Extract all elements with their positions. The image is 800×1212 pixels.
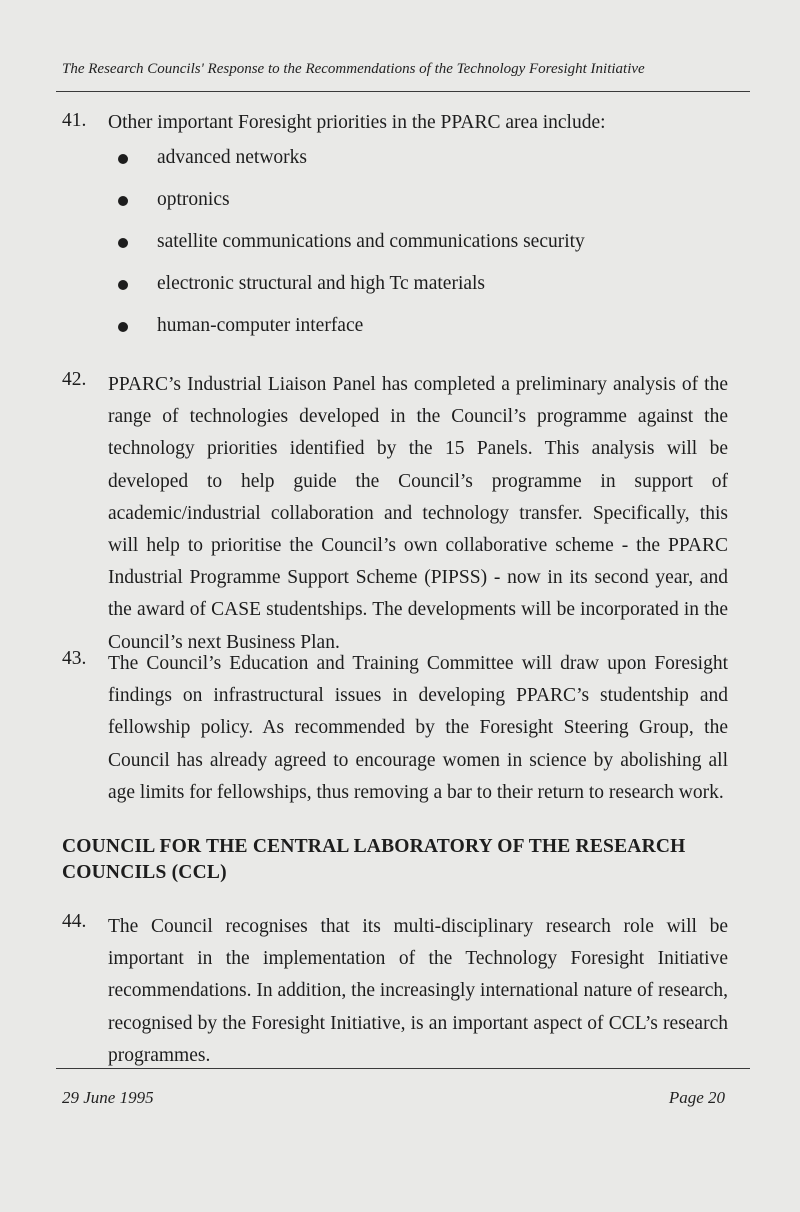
list-item: advanced networks — [108, 142, 728, 184]
list-item: human-computer interface — [108, 310, 728, 352]
list-item: satellite communications and communications security — [108, 226, 728, 268]
footer-rule — [56, 1068, 750, 1069]
paragraph-41 — [62, 110, 728, 352]
paragraph-43 — [62, 648, 728, 809]
bullet-icon — [118, 322, 128, 332]
paragraph-number: 43. — [62, 648, 87, 669]
paragraph-number: 41. — [62, 110, 87, 131]
list-item: electronic structural and high Tc materials — [108, 268, 728, 310]
paragraph-44 — [62, 911, 728, 1072]
paragraph-text: PPARC’s Industrial Liaison Panel has completed a preliminary analysis of the range of technologies developed in the Council’s programme against the technology priorities identified by the 15 Panels. This analysis will be developed to help guide the Council’s programme in support of academic/industrial collaboration and technology transfer. Specifically, this will help to prioritise the Council’s own collaborative scheme - the PPARC Industrial Programme Support Scheme (PIPSS) - now in its second year, and the award of CASE studentships. The developments will be incorporated in the Council’s next Business Plan. — [108, 374, 728, 653]
paragraph-42 — [62, 369, 728, 659]
bullet-icon — [118, 196, 128, 206]
list-item: optronics — [108, 184, 728, 226]
section-heading: COUNCIL FOR THE CENTRAL LABORATORY OF THE RESEARCH COUNCILS (CCL) — [62, 836, 686, 883]
running-header: The Research Councils' Response to the Recommendations of the Technology Foresight Initiative — [62, 61, 645, 77]
bullet-icon — [118, 154, 128, 164]
bullet-icon — [118, 280, 128, 290]
footer-date: 29 June 1995 — [62, 1088, 154, 1107]
bullet-icon — [118, 238, 128, 248]
paragraph-text: The Council recognises that its multi-disciplinary research role will be important in the implementation of the Technology Foresight Initiative recommendations. In addition, the increasingly international nature of research, recognised by the Foresight Initiative, is an important aspect of CCL’s research programmes. — [108, 916, 728, 1066]
paragraph-number: 42. — [62, 369, 87, 390]
paragraph-text: The Council’s Education and Training Committee will draw upon Foresight findings on infrastructural issues in developing PPARC’s studentship and fellowship policy. As recommended by the Foresight Steering Group, the Council has already agreed to encourage women in science by abolishing all age limits for fellowships, thus removing a bar to their return to research work. — [108, 653, 728, 803]
paragraph-number: 44. — [62, 911, 87, 932]
header-rule — [56, 91, 750, 92]
page-number: Page 20 — [668, 1088, 725, 1107]
priority-list — [108, 142, 728, 352]
paragraph-intro: Other important Foresight priorities in the PPARC area include: — [108, 112, 606, 133]
